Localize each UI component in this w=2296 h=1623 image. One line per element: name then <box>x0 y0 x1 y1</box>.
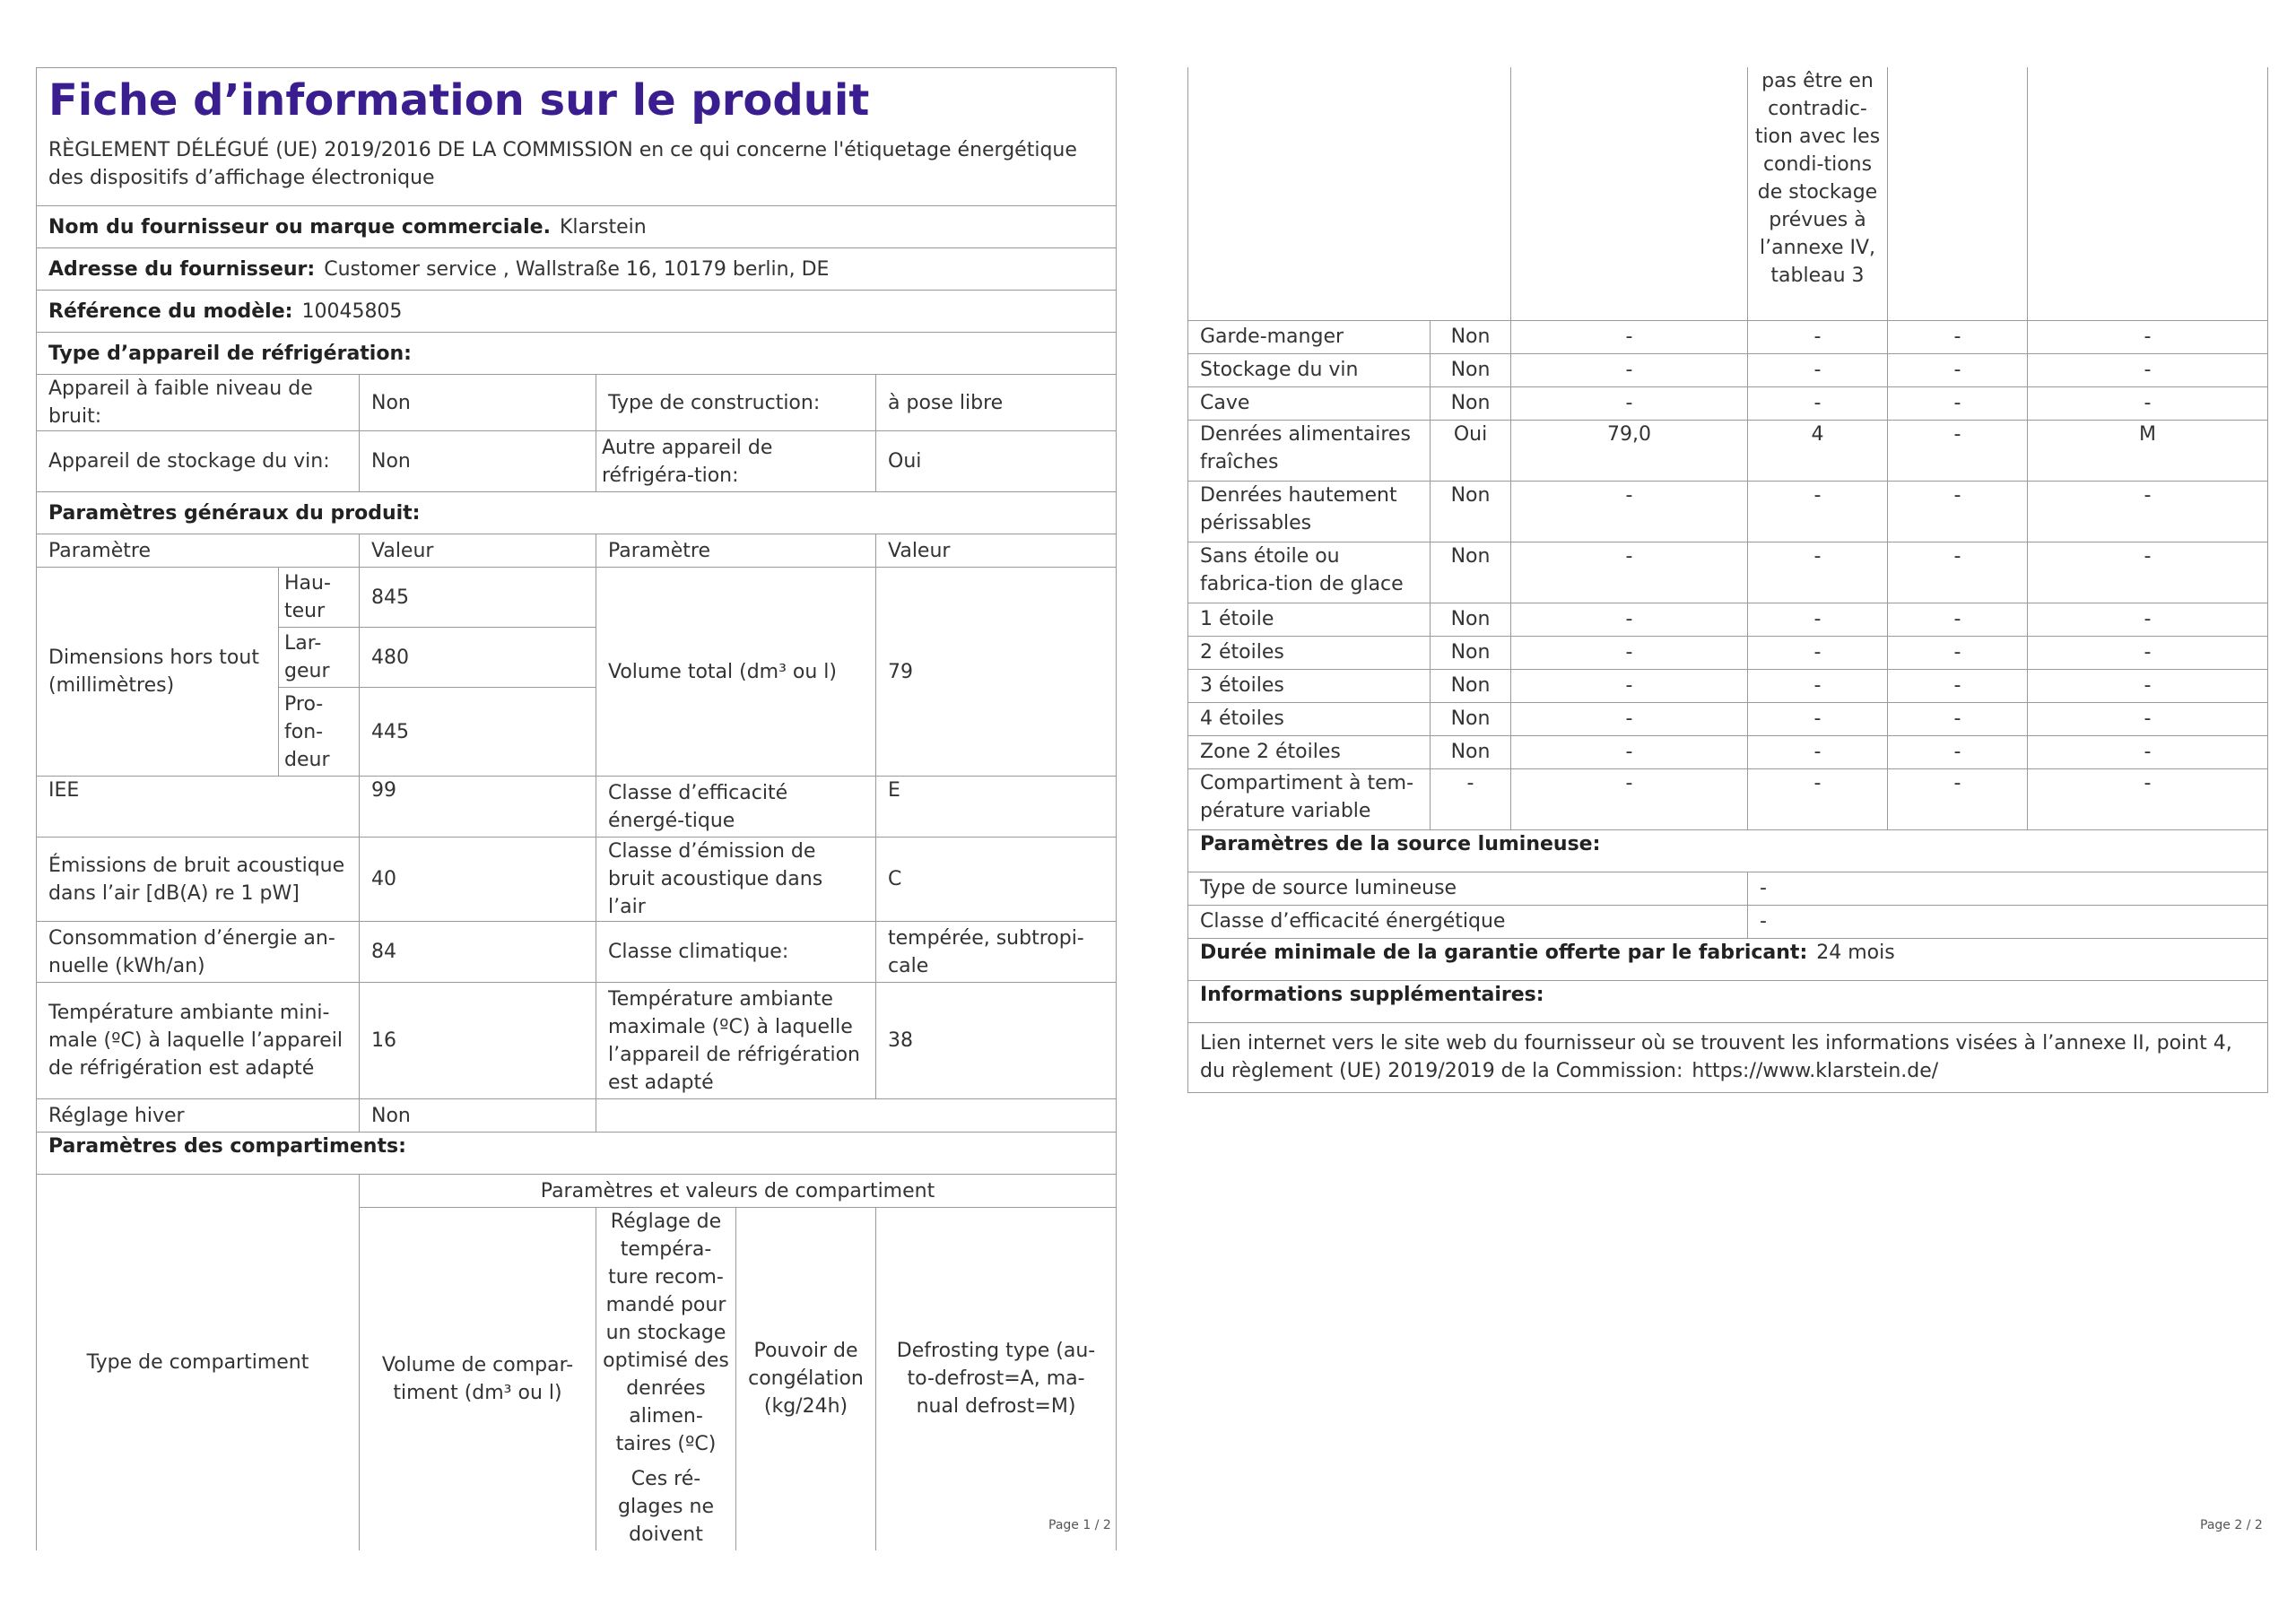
supplier-address-value: Customer service , Wallstraße 16, 10179 berlin, DE <box>324 257 830 281</box>
compartment-freeze-cell: - <box>1888 386 2028 420</box>
model-ref-value: 10045805 <box>301 299 403 323</box>
low-noise-value: Non <box>360 375 596 431</box>
height-value: 845 <box>360 568 596 628</box>
col-header-param-2: Paramètre <box>596 534 876 568</box>
construction-label: Type de construction: <box>596 375 876 431</box>
light-source-heading: Paramètres de la source lumineuse: <box>1188 829 2268 872</box>
compartment-rows <box>1188 320 2268 829</box>
compartment-freeze-cell: - <box>1888 768 2028 829</box>
page-2 <box>1187 67 2267 1093</box>
supplier-link-url[interactable]: https://www.klarstein.de/ <box>1692 1060 1939 1082</box>
eei-value: 99 <box>360 777 596 838</box>
model-ref-label: Référence du modèle: <box>48 299 293 323</box>
compartment-present-cell: Non <box>1431 320 1511 353</box>
compartment-volume-cell: 79,0 <box>1511 420 1748 481</box>
depth-value: 445 <box>360 688 596 777</box>
compartment-present-cell: Non <box>1431 735 1511 768</box>
compartment-row <box>1188 735 2268 768</box>
max-temp-value: 38 <box>876 983 1117 1099</box>
page-title: Fiche d’information sur le produit <box>48 75 870 126</box>
compartment-present-cell: Non <box>1431 353 1511 386</box>
col-header-param: Paramètre <box>37 534 360 568</box>
compartments-heading: Paramètres des compartiments: <box>37 1133 1117 1175</box>
compartment-row <box>1188 636 2268 669</box>
compartment-temp-cell: - <box>1748 735 1888 768</box>
compartment-present-cell: Non <box>1431 702 1511 735</box>
recommended-temp-text: Réglage de tempéra-ture recom-mandé pour un stockage optimisé des denrées alimen-taires (ºC) <box>603 1211 729 1455</box>
compartment-type-cell: Sans étoile ou fabrica-tion de glace <box>1188 542 1431 603</box>
compartment-temp-cell: - <box>1748 702 1888 735</box>
compartment-row <box>1188 603 2268 636</box>
compartment-type-cell: Compartiment à tem-pérature variable <box>1188 768 1431 829</box>
col-header-value: Valeur <box>360 534 596 568</box>
warranty-row <box>1188 938 2268 980</box>
compartment-temp-cell: - <box>1748 386 1888 420</box>
appliance-type-heading: Type d’appareil de réfrigération: <box>37 333 1117 375</box>
light-energy-class-label: Classe d’efficacité énergétique <box>1188 905 1748 938</box>
compartment-temp-cell: - <box>1748 669 1888 702</box>
compartment-type-header: Type de compartiment <box>37 1175 360 1550</box>
other-appliance-label: Autre appareil de réfrigéra-tion: <box>596 431 876 492</box>
supplier-address-label: Adresse du fournisseur: <box>48 257 316 281</box>
noise-class-value: C <box>876 838 1117 922</box>
compartment-present-cell: Non <box>1431 636 1511 669</box>
construction-value: à pose libre <box>876 375 1117 431</box>
compartment-temp-cell: - <box>1748 636 1888 669</box>
continued-empty-defrost <box>2028 67 2268 320</box>
compartment-type-cell: 2 étoiles <box>1188 636 1431 669</box>
compartment-present-cell: Non <box>1431 386 1511 420</box>
compartment-freeze-cell: - <box>1888 420 2028 481</box>
compartment-row <box>1188 386 2268 420</box>
consumption-value: 84 <box>360 922 596 983</box>
compartment-type-cell: Cave <box>1188 386 1431 420</box>
compartment-row <box>1188 320 2268 353</box>
compartment-temp-cell: - <box>1748 320 1888 353</box>
warranty-value: 24 mois <box>1816 941 1895 964</box>
winter-value: Non <box>360 1099 596 1133</box>
page-number-1: Page 1 / 2 <box>1048 1518 1111 1532</box>
compartment-row <box>1188 353 2268 386</box>
compartment-present-cell: Oui <box>1431 420 1511 481</box>
wine-appliance-label: Appareil de stockage du vin: <box>37 431 360 492</box>
compartment-row <box>1188 768 2268 829</box>
compartment-defrost-cell: - <box>2028 636 2268 669</box>
climate-label: Classe climatique: <box>596 922 876 983</box>
additional-info-heading: Informations supplémentaires: <box>1188 980 2268 1022</box>
general-params-heading: Paramètres généraux du produit: <box>37 492 1117 534</box>
product-info-table <box>36 67 1117 1550</box>
width-label: Lar-geur <box>279 628 360 688</box>
compartment-type-cell: 1 étoile <box>1188 603 1431 636</box>
recommended-temp-header <box>596 1208 736 1550</box>
compartment-defrost-cell: - <box>2028 481 2268 542</box>
compartment-table-continued <box>1187 67 2268 1093</box>
height-label: Hau-teur <box>279 568 360 628</box>
supplier-link-row <box>1188 1022 2268 1092</box>
compartment-type-cell: 3 étoiles <box>1188 669 1431 702</box>
light-energy-class-value: - <box>1748 905 2268 938</box>
compartment-volume-cell: - <box>1511 702 1748 735</box>
energy-class-value: E <box>876 777 1117 838</box>
width-value: 480 <box>360 628 596 688</box>
compartment-volume-cell: - <box>1511 353 1748 386</box>
supplier-name-row <box>37 206 1117 248</box>
compartment-type-cell: Stockage du vin <box>1188 353 1431 386</box>
compartment-volume-cell: - <box>1511 603 1748 636</box>
compartment-present-cell: Non <box>1431 481 1511 542</box>
depth-label: Pro-fon-deur <box>279 688 360 777</box>
consumption-label: Consommation d’énergie an-nuelle (kWh/an) <box>37 922 360 983</box>
compartment-defrost-cell: - <box>2028 603 2268 636</box>
compartment-freeze-cell: - <box>1888 702 2028 735</box>
compartment-freeze-cell: - <box>1888 669 2028 702</box>
min-temp-value: 16 <box>360 983 596 1099</box>
compartment-temp-cell: - <box>1748 542 1888 603</box>
compartment-temp-cell: - <box>1748 481 1888 542</box>
compartment-freeze-cell: - <box>1888 603 2028 636</box>
freezing-capacity-header: Pouvoir de congélation (kg/24h) <box>736 1208 876 1550</box>
defrost-type-header: Defrosting type (au-to-defrost=A, ma-nual defrost=M) <box>876 1208 1117 1550</box>
compartment-volume-cell: - <box>1511 735 1748 768</box>
compartment-volume-cell: - <box>1511 669 1748 702</box>
compartment-freeze-cell: - <box>1888 353 2028 386</box>
compartment-row <box>1188 702 2268 735</box>
compartment-volume-cell: - <box>1511 320 1748 353</box>
supplier-name-value: Klarstein <box>559 215 647 239</box>
compartment-type-cell: Denrées hautement périssables <box>1188 481 1431 542</box>
compartment-temp-cell: - <box>1748 603 1888 636</box>
compartment-temp-cell: - <box>1748 768 1888 829</box>
compartment-defrost-cell: - <box>2028 320 2268 353</box>
compartment-defrost-cell: M <box>2028 420 2268 481</box>
compartment-temp-cell: 4 <box>1748 420 1888 481</box>
title-cell <box>37 68 1117 206</box>
compartment-type-cell: Garde-manger <box>1188 320 1431 353</box>
compartment-defrost-cell: - <box>2028 669 2268 702</box>
supplier-name-label: Nom du fournisseur ou marque commerciale. <box>48 215 551 239</box>
noise-value: 40 <box>360 838 596 922</box>
volume-label: Volume total (dm³ ou l) <box>596 568 876 777</box>
regulation-text: RÈGLEMENT DÉLÉGUÉ (UE) 2019/2016 DE LA COMMISSION en ce qui concerne l'étiquetage énergétique des dispositifs d’affichage électronique <box>48 139 1077 189</box>
compartment-defrost-cell: - <box>2028 735 2268 768</box>
compartment-defrost-cell: - <box>2028 542 2268 603</box>
compartment-present-cell: Non <box>1431 542 1511 603</box>
page-number-2: Page 2 / 2 <box>2200 1518 2263 1532</box>
compartment-freeze-cell: - <box>1888 542 2028 603</box>
wine-appliance-value: Non <box>360 431 596 492</box>
compartment-volume-cell: - <box>1511 542 1748 603</box>
compartment-present-cell: Non <box>1431 669 1511 702</box>
climate-value: tempérée, subtropi-cale <box>876 922 1117 983</box>
compartment-defrost-cell: - <box>2028 768 2268 829</box>
dimensions-label: Dimensions hors tout (millimètres) <box>37 568 279 777</box>
compartment-row <box>1188 420 2268 481</box>
compartment-present-cell: Non <box>1431 603 1511 636</box>
compartment-defrost-cell: - <box>2028 386 2268 420</box>
col-header-value-2: Valeur <box>876 534 1117 568</box>
noise-class-label: Classe d’émission de bruit acoustique dans l’air <box>596 838 876 922</box>
temp-note-start: Ces ré-glages ne doivent <box>618 1468 714 1546</box>
continued-empty-type <box>1188 67 1511 320</box>
compartment-defrost-cell: - <box>2028 353 2268 386</box>
other-appliance-value: Oui <box>876 431 1117 492</box>
compartment-row <box>1188 669 2268 702</box>
noise-label: Émissions de bruit acoustique dans l’air [dB(A) re 1 pW] <box>37 838 360 922</box>
compartment-row <box>1188 481 2268 542</box>
compartment-defrost-cell: - <box>2028 702 2268 735</box>
volume-value: 79 <box>876 568 1117 777</box>
compartment-temp-cell: - <box>1748 353 1888 386</box>
min-temp-label: Température ambiante mini-male (ºC) à laquelle l’appareil de réfrigération est adapté <box>37 983 360 1099</box>
supplier-address-row <box>37 248 1117 291</box>
compartment-freeze-cell: - <box>1888 320 2028 353</box>
empty-cell <box>596 1099 1117 1133</box>
compartment-row <box>1188 542 2268 603</box>
compartment-volume-header: Volume de compar-timent (dm³ ou l) <box>360 1208 596 1550</box>
compartment-volume-cell: - <box>1511 636 1748 669</box>
compartment-type-cell: Denrées alimentaires fraîches <box>1188 420 1431 481</box>
page-1 <box>36 67 1116 1550</box>
compartment-freeze-cell: - <box>1888 481 2028 542</box>
compartment-freeze-cell: - <box>1888 636 2028 669</box>
light-source-type-value: - <box>1748 872 2268 905</box>
model-ref-row <box>37 291 1117 333</box>
continued-empty-volume <box>1511 67 1748 320</box>
warranty-label: Durée minimale de la garantie offerte par le fabricant: <box>1200 941 1808 964</box>
compartment-volume-cell: - <box>1511 768 1748 829</box>
compartment-type-cell: Zone 2 étoiles <box>1188 735 1431 768</box>
max-temp-label: Température ambiante maximale (ºC) à laquelle l’appareil de réfrigération est adapté <box>596 983 876 1099</box>
compartment-group-header: Paramètres et valeurs de compartiment <box>360 1175 1117 1208</box>
compartment-present-cell: - <box>1431 768 1511 829</box>
compartment-volume-cell: - <box>1511 386 1748 420</box>
temp-note-continued: pas être en contradic-tion avec les condi-tions de stockage prévues à l’annexe IV, tableau 3 <box>1748 67 1888 320</box>
low-noise-label: Appareil à faible niveau de bruit: <box>37 375 360 431</box>
energy-class-label: Classe d’efficacité énergé-tique <box>596 777 876 838</box>
supplier-link-text: Lien internet vers le site web du fournisseur où se trouvent les informations visées à l’annexe II, point 4, du règlement (UE) 2019/2019 de la Commission: <box>1200 1032 2232 1082</box>
winter-label: Réglage hiver <box>37 1099 360 1133</box>
compartment-type-cell: 4 étoiles <box>1188 702 1431 735</box>
continued-empty-freeze <box>1888 67 2028 320</box>
compartment-volume-cell: - <box>1511 481 1748 542</box>
eei-label: IEE <box>37 777 360 838</box>
compartment-freeze-cell: - <box>1888 735 2028 768</box>
light-source-type-label: Type de source lumineuse <box>1188 872 1748 905</box>
